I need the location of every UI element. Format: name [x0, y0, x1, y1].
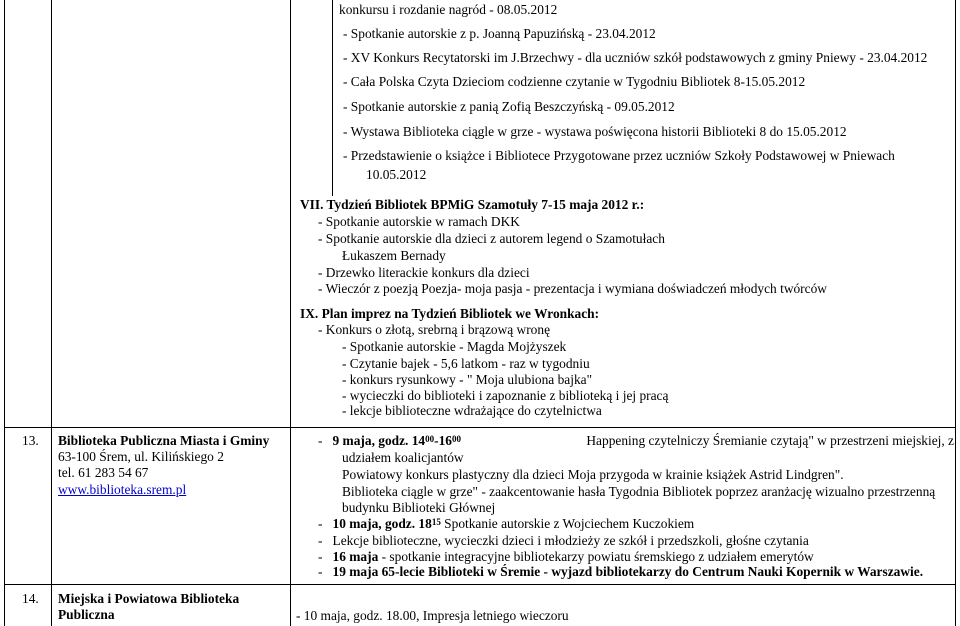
- table-border-right: [955, 0, 956, 626]
- library-website-link[interactable]: www.biblioteka.srem.pl: [58, 482, 187, 497]
- event-text: Lekcje biblioteczne, wycieczki dzieci i młodzieży ze szkół i przedszkoli, głośne czytania: [332, 533, 809, 548]
- row-number: 13.: [22, 433, 39, 448]
- list-item: - Drzewko literackie konkurs dla dzieci: [318, 265, 530, 280]
- event-line: udziałem koalicjantów: [342, 450, 464, 465]
- list-item: - Cała Polska Czyta Dzieciom codzienne czytanie w Tygodniu Bibliotek 8-15.05.2012: [343, 74, 806, 89]
- list-item: - Przedstawienie o książce i Bibliotece Przygotowane przez uczniów Szkoły Podstawowej w Pniewach: [343, 148, 895, 163]
- event-text: Spotkanie autorskie z Wojciechem Kuczokiem: [440, 516, 695, 531]
- table-border-col2: [290, 0, 291, 626]
- library-name: Biblioteka Publiczna Miasta i Gminy: [58, 433, 270, 448]
- list-item: - Wystawa Biblioteka ciągle w grze - wystawa poświęcona historii Biblioteki 8 do 15.05.2012: [343, 124, 847, 139]
- section-heading: IX. Plan imprez na Tydzień Bibliotek we Wronkach:: [300, 306, 600, 321]
- list-item: - Konkurs o złotą, srebrną i brązową wronę: [318, 322, 551, 337]
- list-item: konkursu i rozdanie nagród - 08.05.2012: [339, 2, 558, 17]
- section-heading: VII. Tydzień Bibliotek BPMiG Szamotuły 7-15 maja 2012 r.:: [300, 197, 645, 212]
- event-date: 19 maja: [332, 564, 379, 579]
- table-row-separator-13: [4, 427, 956, 428]
- list-item: Łukaszem Bernady: [342, 248, 446, 263]
- list-item: 10.05.2012: [366, 167, 427, 182]
- dash: -: [318, 549, 323, 564]
- event-text: Happening czytelniczy Śremianie czytają" w przestrzeni miejskiej, z: [586, 433, 954, 448]
- list-item: - Spotkanie autorskie z p. Joanną Papuzińską - 23.04.2012: [343, 26, 656, 41]
- list-item: - wycieczki do biblioteki i zapoznanie z biblioteką i jej pracą: [342, 388, 669, 403]
- row-number: 14.: [22, 591, 39, 606]
- event-line: budynku Biblioteki Głównej: [342, 500, 496, 515]
- event-line: Powiatowy konkurs plastyczny dla dzieci Moja przygoda w krainie książek Astrid Lindgren".: [342, 467, 844, 482]
- event-line: [318, 549, 814, 565]
- event-date: 10 maja, godz. $18^{15}$: [332, 516, 441, 531]
- event-date: 9 maja, godz. $14^{00}-16^{00}$: [332, 433, 461, 448]
- dash: -: [318, 564, 323, 579]
- event-line: [318, 564, 923, 580]
- event-date-lead: [318, 433, 461, 449]
- library-name-cont: Publiczna: [58, 607, 115, 622]
- list-item: - Spotkanie autorskie z panią Zofią Beszczyńską - 09.05.2012: [343, 99, 675, 114]
- library-address: 63-100 Śrem, ul. Kilińskiego 2: [58, 449, 224, 464]
- library-name: Miejska i Powiatowa Biblioteka: [58, 591, 240, 606]
- list-item: - konkurs rysunkowy - " Moja ulubiona bajka": [342, 372, 593, 387]
- event-date: 16 maja: [332, 549, 379, 564]
- event-line: [318, 433, 954, 449]
- list-item: - Czytanie bajek - 5,6 latkom - raz w tygodniu: [342, 356, 590, 371]
- list-item: - Spotkanie autorskie dla dzieci z autorem legend o Szamotułach: [318, 231, 665, 246]
- list-item: - lekcje biblioteczne wdrażające do czytelnictwa: [342, 403, 602, 418]
- dash: -: [318, 433, 323, 448]
- list-item: - Spotkanie autorskie w ramach DKK: [318, 214, 520, 229]
- table-row-separator-14: [4, 584, 956, 585]
- table-border-col1: [51, 0, 52, 626]
- event-text: - spotkanie integracyjne bibliotekarzy powiatu śremskiego z udziałem emerytów: [378, 549, 814, 564]
- event-text: 65-lecie Biblioteki w Śremie - wyjazd bibliotekarzy do Centrum Nauki Kopernik w Warszawie.: [378, 564, 924, 579]
- list-item: - XV Konkurs Recytatorski im J.Brzechwy - dla uczniów szkół podstawowych z gminy Pniewy - 23.04.2012: [343, 50, 928, 65]
- list-item: - Spotkanie autorskie - Magda Mojżyszek: [342, 339, 567, 354]
- list-item: - Wieczór z poezją Poezja- moja pasja - prezentacja i wymiana doświadczeń młodych twórców: [318, 281, 827, 296]
- event-line: [318, 516, 694, 532]
- dash: -: [318, 533, 323, 548]
- event-line: [318, 533, 809, 549]
- table-border-left: [4, 0, 5, 626]
- dash: -: [318, 516, 323, 531]
- library-phone: tel. 61 283 54 67: [58, 465, 149, 480]
- event-line: Biblioteka ciągle w grze" - zaakcentowanie hasła Tygodnia Bibliotek poprzez aranżację wizualno przestrzenną: [342, 484, 936, 499]
- table-border-col3: [332, 0, 333, 196]
- event-line: - 10 maja, godz. 18.00, Impresja letniego wieczoru: [296, 608, 569, 623]
